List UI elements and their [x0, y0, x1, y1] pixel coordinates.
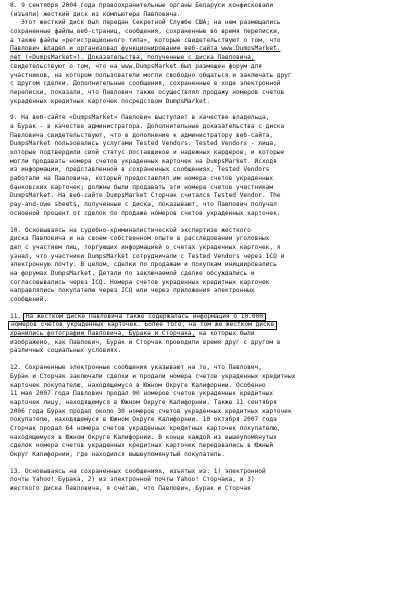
paragraph-12: [10, 364, 394, 460]
text-line: Павловича свидетельствуют, что в дополнение к администратору веб-сайта,: [10, 131, 274, 139]
paragraph-number: 11.: [10, 312, 22, 320]
text-line: различных социальных условиях.: [10, 347, 122, 355]
paragraph-9: [10, 114, 394, 218]
text-line: украденных кредитных карточек посредством DumpsMarket.: [10, 97, 211, 105]
text-line: переписки, показали, что Павлович также осуществлял продажу номеров счетов: [10, 88, 285, 96]
text-line: участников, на котором пользователи могли свободно общаться и заключать друг: [10, 71, 292, 79]
text-line: работали на Павловича, который предоставлял им номера счетов украденных: [10, 175, 274, 183]
text-line: (изъяли) жесткий диск из компьютера Павловича.: [10, 10, 181, 18]
text-line: жесткого диска Павловича, я считаю, что Павлович, Бурак и Сторчак: [10, 485, 251, 493]
text-line: которые подтвердили свой статус поставщиков и надежных кардеров, и которые: [10, 149, 285, 156]
text-line: на форумах DumpsMarket. Детали по заключаемой сделке обсуждались и: [10, 269, 255, 277]
text-line-with-url: net («DumpsMarket»). Доказательства, полученные с диска Павловича,: [10, 54, 255, 62]
text-line: Сторчак продал 64 номера счетов украденных кредитных карточек покупателю,: [10, 424, 281, 432]
text-line: с другом сделки. Дополнительные сообщения, сохраненные в ходе электронной: [10, 80, 281, 88]
text-line: электронную почту. В целом, сделки по продажам и покупкам инициировались: [10, 261, 277, 269]
paragraph-11-highlighted: [10, 313, 394, 356]
text-line: 9. На веб-сайте «DumpsMarket» Павлович выступает в качестве владельца,: [10, 114, 270, 122]
text-line: 11 мая 2007 года Павлович продал 90 номеров счетов украденных кредитных: [10, 390, 274, 398]
text-line: DumpsMarket. На веб-сайте DumpsMarket Сторчак считался Tested Vendor. The: [10, 192, 281, 200]
text-line: 10. Основываясь на судебно-криминалистической экспертизе жесткого: [10, 226, 251, 234]
text-line: банковских карточек; должны были продавать эти номера счетов участникам: [10, 183, 274, 191]
text-line: согласовывались через ICQ. Номера счетов украденных кредитных карточек: [10, 278, 270, 286]
highlighted-line: [10, 330, 394, 339]
text-line: основной процент от сделок по продаже номеров счетов украденных карточек.: [10, 209, 281, 217]
plain-text: на которых были: [195, 330, 255, 338]
text-line: свидетельствуют о том, что на www.DumpsMarket был размещен форум для: [10, 62, 262, 70]
text-line: Этот жесткий диск был передан Секретной Службе США; на нем размещались: [10, 19, 281, 27]
boxed-text: номеров счетов украденных карточек. Более того, на том же жестком диске: [8, 321, 277, 330]
text-line: находящемуся в Южном Округе Калифорнии. В конце каждой из вышеупомянутых: [10, 433, 277, 441]
paragraph-8: [10, 2, 394, 106]
text-line: сделок номера счетов украденных кредитных карточек передавались в Южный: [10, 442, 274, 450]
text-line: DumpsMarket пользовались услугами Tested Vendors. Tested Vendors - лица,: [10, 140, 277, 148]
text-line: 8. 9 сентября 2004 года правоохранительные органы Беларуси конфисковали: [10, 2, 274, 9]
highlighted-line: [10, 321, 394, 330]
text-line: почты Yahoo! Бурака, 2) из электронной почты Yahoo! Сторчака, и 3): [10, 476, 255, 484]
text-line: дел с участием лиц, торгующих информацией о счетах украденных карточек, я: [10, 243, 281, 251]
text-line: покупателю, находящемуся в Южном Округе Калифорнии. 10 октября 2007 года: [10, 416, 277, 424]
text-line: 12. Сохраненные электронные сообщения указывают на то, что Павлович,: [10, 364, 262, 372]
boxed-text: На жестком диске Павловича также содержалась информация о 10.000: [23, 313, 266, 322]
text-line: 13. Основываясь на сохраненных сообщениях, изъятых из: 1) электронной: [10, 467, 266, 475]
paragraph-13: [10, 468, 394, 494]
text-line: сохраненные файлы веб-страниц, сообщения, сохраненные во время переписки,: [10, 28, 281, 36]
paragraph-10: [10, 227, 394, 305]
text-line: могли продавать номера счетов украденных карточек на DumpsMarket. Исходя: [10, 157, 277, 165]
text-line: карточек лицу, находящемуся в Южном Округе Калифорнии. Также 11 сентября: [10, 398, 277, 406]
text-line: направлялись покупателю через ICQ или через приложения электронных: [10, 287, 255, 295]
text-line: карточек покупателю, находящемуся в Южном Округе Калифорнии. Особенно: [10, 381, 266, 389]
text-line: Округ Калифорнии, где находился вышеупомянутый покупатель.: [10, 451, 225, 458]
text-line: сообщений.: [10, 296, 48, 303]
text-line: узнал, что участники DumpsMarket сотрудничали с Tested Vendors через ICQ и: [10, 252, 285, 260]
underlined-text: хранились фотографии Павловича, Бурака и Сторчака,: [10, 330, 196, 338]
text-line: Бурак и Сторчак заключали сделки и продали номера счетов украденных кредитных: [10, 372, 296, 380]
text-line: а также файлы «регистрационного типа», которые свидетельствуют о том, что: [10, 36, 281, 44]
highlighted-line: [10, 313, 394, 322]
text-line: диска Павловича и на своем собственном опыте в расследовании уголовных: [10, 235, 270, 243]
text-line: pay-and-owe sheets, полученные с диска, показывают, что Павлович получал: [10, 201, 277, 209]
text-line-with-url: Павлович владел и организовал функционирование веб-сайта www.DumpsMarket.: [10, 45, 281, 53]
text-line: изображено, как Павлович, Бурак и Сторчак проводили время друг с другом в: [10, 338, 281, 346]
text-line: а Бурак - в качестве администратора. Дополнительные доказательства с диска: [10, 122, 285, 130]
text-line: 2006 года Бурак продал около 30 номеров счетов украденных кредитных карточек: [10, 407, 292, 415]
text-line: из информации, представленной в сохраненных сообщениях, Tested Vendors: [10, 166, 270, 174]
